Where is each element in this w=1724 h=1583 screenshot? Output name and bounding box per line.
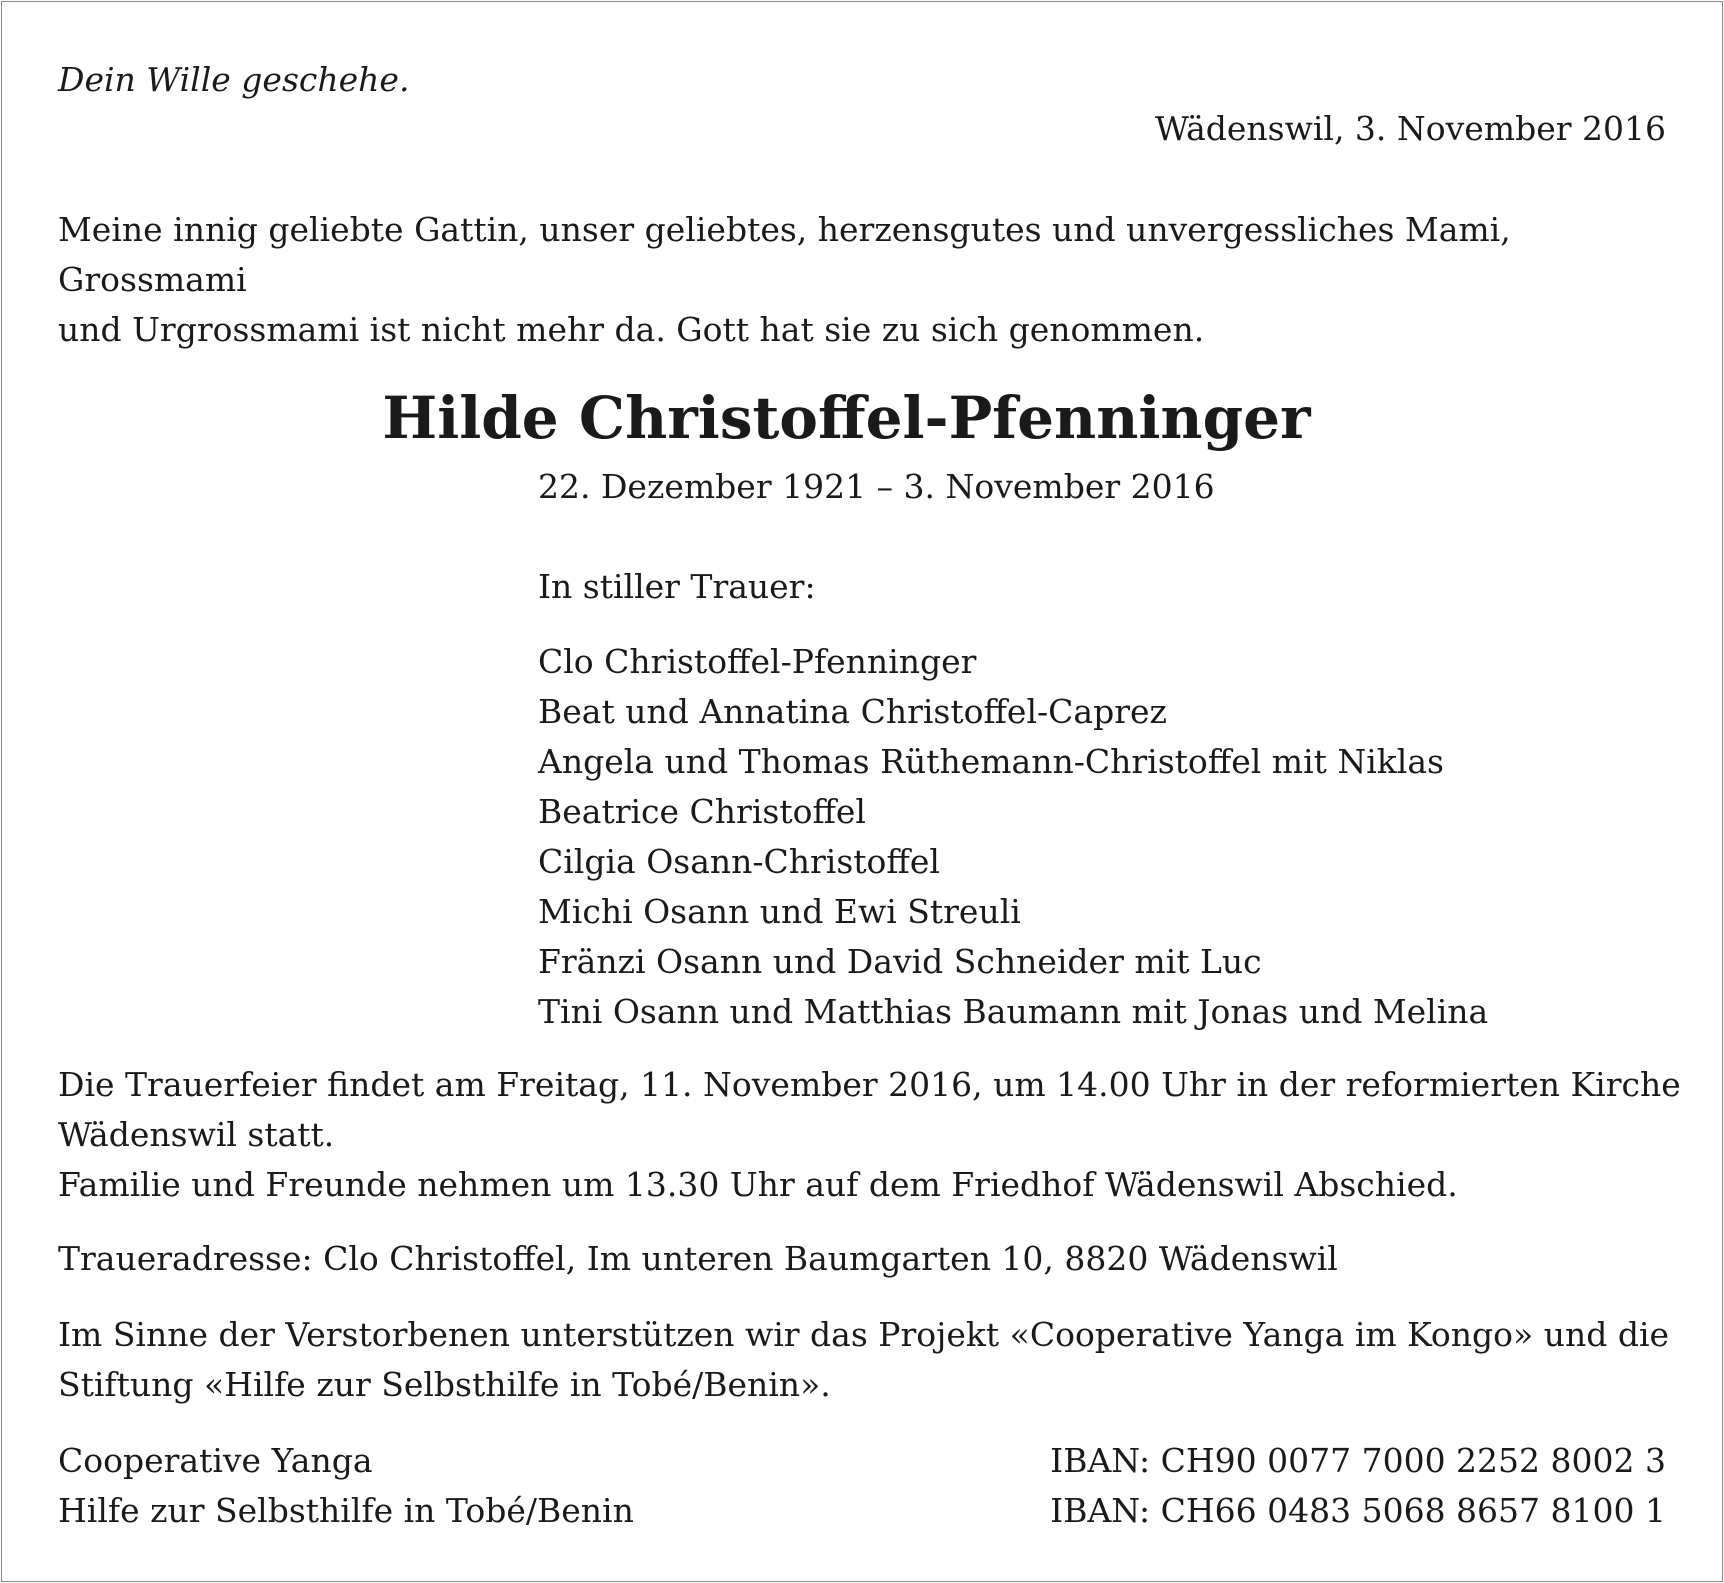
mourner-name: Cilgia Osann-Christoffel: [538, 842, 940, 881]
mourning-address: Traueradresse: Clo Christoffel, Im unteren Baumgarten 10, 8820 Wädenswil: [58, 1239, 1338, 1278]
intro-line: und Urgrossmami ist nicht mehr da. Gott hat sie zu sich genommen.: [58, 310, 1205, 349]
intro-paragraph: [58, 205, 1678, 355]
service-info: [58, 1060, 1681, 1210]
mourner-name: Fränzi Osann und David Schneider mit Luc: [538, 942, 1262, 981]
mourner-name: Beat und Annatina Christoffel-Caprez: [538, 692, 1167, 731]
farewell-line: Familie und Freunde nehmen um 13.30 Uhr auf dem Friedhof Wädenswil Abschied.: [58, 1165, 1458, 1204]
intro-line: Meine innig geliebte Gattin, unser geliebtes, herzensgutes und unvergessliches Mami, Grossmami: [58, 210, 1511, 299]
mourners-list: [538, 637, 1488, 1037]
donation-paragraph: [58, 1310, 1669, 1410]
bank-recipient: Cooperative Yanga: [58, 1441, 373, 1480]
place-date: Wädenswil, 3. November 2016: [1155, 109, 1666, 148]
bank-account-row: [58, 1486, 1666, 1536]
bank-iban: IBAN: CH66 0483 5068 8657 8100 1: [1050, 1491, 1666, 1530]
service-line: Die Trauerfeier findet am Freitag, 11. November 2016, um 14.00 Uhr in der reformierten Kirche: [58, 1065, 1681, 1104]
mourner-name: Tini Osann und Matthias Baumann mit Jonas und Melina: [538, 992, 1489, 1031]
mourner-name: Angela und Thomas Rüthemann-Christoffel mit Niklas: [538, 742, 1444, 781]
bank-iban: IBAN: CH90 0077 7000 2252 8002 3: [1050, 1441, 1666, 1480]
mourner-name: Michi Osann und Ewi Streuli: [538, 892, 1021, 931]
mourner-name: Clo Christoffel-Pfenninger: [538, 642, 977, 681]
motto: Dein Wille geschehe.: [58, 60, 410, 99]
life-dates: 22. Dezember 1921 – 3. November 2016: [538, 467, 1215, 506]
bank-recipient: Hilfe zur Selbsthilfe in Tobé/Benin: [58, 1491, 634, 1530]
donation-line: Stiftung «Hilfe zur Selbsthilfe in Tobé/Benin».: [58, 1365, 831, 1404]
mourner-name: Beatrice Christoffel: [538, 792, 866, 831]
service-line: Wädenswil statt.: [58, 1115, 335, 1154]
deceased-name: Hilde Christoffel-Pfenninger: [382, 384, 1311, 452]
mourning-heading: In stiller Trauer:: [538, 567, 816, 606]
donation-line: Im Sinne der Verstorbenen unterstützen wir das Projekt «Cooperative Yanga im Kongo» und die: [58, 1315, 1670, 1354]
bank-account-row: [58, 1436, 1666, 1486]
